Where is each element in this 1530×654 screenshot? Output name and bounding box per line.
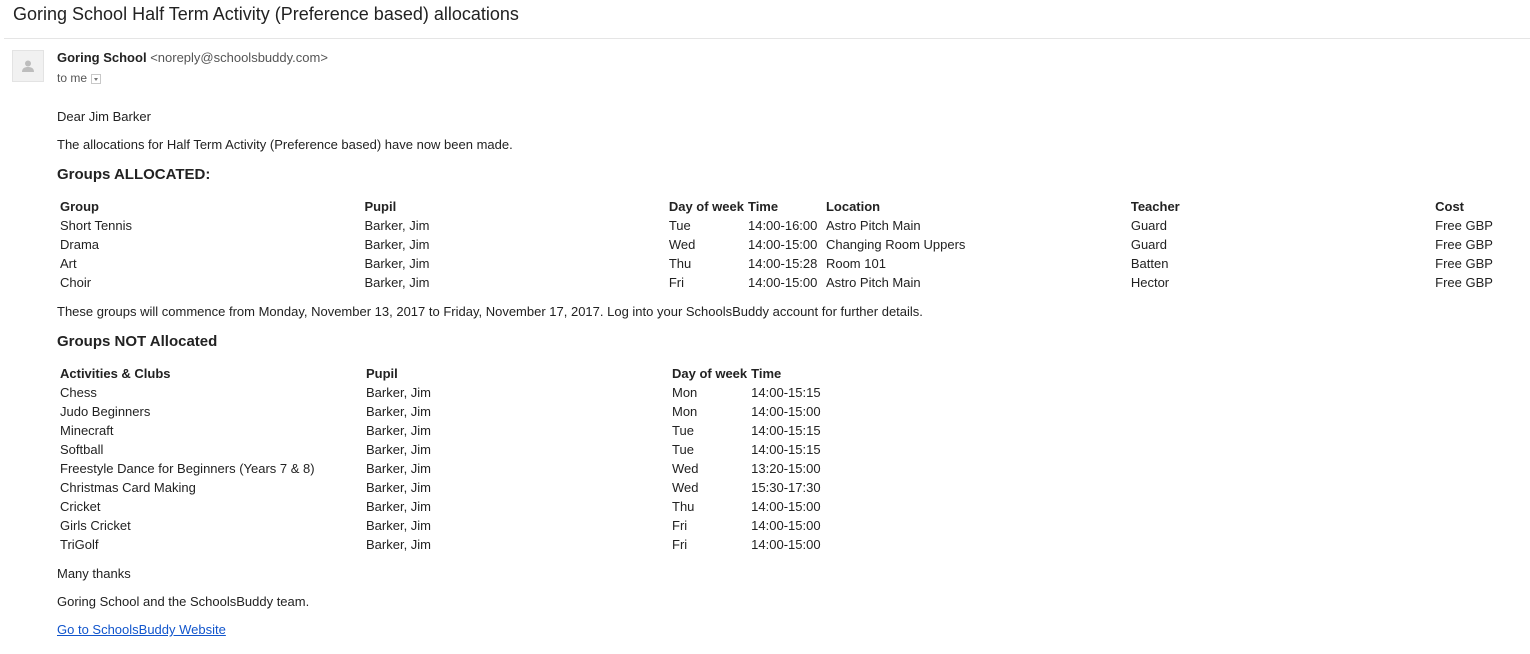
column-header-day: Day of week xyxy=(668,199,744,214)
teacher-cell: Batten xyxy=(1130,256,1169,271)
location-cell: Changing Room Uppers xyxy=(825,237,966,252)
teacher-cell: Guard xyxy=(1130,237,1167,252)
day-cell: Mon xyxy=(672,385,698,400)
pupil-cell: Barker, Jim xyxy=(364,275,430,290)
pupil-cell: Barker, Jim xyxy=(366,537,432,552)
table-row xyxy=(58,402,827,421)
day-cell: Thu xyxy=(672,499,695,514)
table-row xyxy=(58,497,827,516)
cost-cell: Free GBP xyxy=(1435,256,1493,271)
table-row xyxy=(58,254,1517,273)
group-cell: Choir xyxy=(60,275,92,290)
pupil-cell: Barker, Jim xyxy=(366,404,432,419)
greeting: Dear Jim Barker xyxy=(57,109,151,124)
commence-text: These groups will commence from Monday, November 13, 2017 to Friday, November 17, 2017. Log into your SchoolsBuddy account for further details. xyxy=(57,304,923,319)
pupil-cell: Barker, Jim xyxy=(364,237,430,252)
time-cell: 13:20-15:00 xyxy=(751,461,821,476)
column-header-day: Day of week xyxy=(672,366,748,381)
time-cell: 14:00-16:00 xyxy=(747,218,818,233)
cost-cell: Free GBP xyxy=(1435,218,1493,233)
column-header-activity: Activities & Clubs xyxy=(60,366,171,381)
allocated-table xyxy=(58,197,1517,292)
location-cell: Astro Pitch Main xyxy=(825,218,921,233)
location-cell: Room 101 xyxy=(825,256,886,271)
activity-cell: Freestyle Dance for Beginners (Years 7 & 8) xyxy=(60,461,315,476)
day-cell: Fri xyxy=(672,518,688,533)
time-cell: 14:00-15:00 xyxy=(747,275,818,290)
table-row xyxy=(58,516,827,535)
day-cell: Wed xyxy=(668,237,696,252)
activity-cell: Softball xyxy=(60,442,104,457)
not-allocated-header-row xyxy=(58,364,827,383)
activity-cell: Cricket xyxy=(60,499,101,514)
signoff-text: Goring School and the SchoolsBuddy team. xyxy=(57,594,310,609)
cost-cell: Free GBP xyxy=(1435,237,1493,252)
table-row xyxy=(58,235,1517,254)
time-cell: 14:00-15:15 xyxy=(751,423,821,438)
pupil-cell: Barker, Jim xyxy=(366,499,432,514)
table-row xyxy=(58,440,827,459)
pupil-cell: Barker, Jim xyxy=(366,480,432,495)
time-cell: 14:00-15:00 xyxy=(747,237,818,252)
pupil-cell: Barker, Jim xyxy=(364,256,430,271)
time-cell: 14:00-15:00 xyxy=(751,404,821,419)
day-cell: Mon xyxy=(672,404,698,419)
sender-line xyxy=(57,50,328,65)
activity-cell: Minecraft xyxy=(60,423,114,438)
pupil-cell: Barker, Jim xyxy=(366,385,432,400)
pupil-cell: Barker, Jim xyxy=(364,218,430,233)
day-cell: Fri xyxy=(672,537,688,552)
table-row xyxy=(58,535,827,554)
activity-cell: Judo Beginners xyxy=(60,404,151,419)
schoolsbuddy-website-link[interactable]: Go to SchoolsBuddy Website xyxy=(57,622,226,637)
email-body xyxy=(57,110,1517,637)
activity-cell: TriGolf xyxy=(60,537,99,552)
group-cell: Art xyxy=(60,256,77,271)
day-cell: Tue xyxy=(672,442,694,457)
table-row xyxy=(58,421,827,440)
allocated-heading: Groups ALLOCATED: xyxy=(57,166,211,183)
column-header-teacher: Teacher xyxy=(1130,199,1180,214)
time-cell: 14:00-15:28 xyxy=(747,256,818,271)
activity-cell: Chess xyxy=(60,385,97,400)
pupil-cell: Barker, Jim xyxy=(366,423,432,438)
table-row xyxy=(58,459,827,478)
show-details-dropdown-icon[interactable] xyxy=(91,74,101,84)
time-cell: 14:00-15:15 xyxy=(751,385,821,400)
header-divider xyxy=(4,38,1530,39)
table-row xyxy=(58,273,1517,292)
email-subject: Goring School Half Term Activity (Preference based) allocations xyxy=(13,4,519,24)
column-header-time: Time xyxy=(747,199,779,214)
pupil-cell: Barker, Jim xyxy=(366,518,432,533)
pupil-cell: Barker, Jim xyxy=(366,442,432,457)
thanks-text: Many thanks xyxy=(57,566,131,581)
day-cell: Thu xyxy=(668,256,692,271)
column-header-cost: Cost xyxy=(1435,199,1465,214)
time-cell: 15:30-17:30 xyxy=(751,480,821,495)
person-icon xyxy=(21,59,35,73)
day-cell: Fri xyxy=(668,275,684,290)
sender-avatar[interactable] xyxy=(12,50,44,82)
column-header-pupil: Pupil xyxy=(366,366,398,381)
sender-name[interactable]: Goring School xyxy=(57,50,147,65)
table-row xyxy=(58,383,827,402)
not-allocated-heading: Groups NOT Allocated xyxy=(57,333,218,350)
group-cell: Drama xyxy=(60,237,100,252)
teacher-cell: Guard xyxy=(1130,218,1167,233)
teacher-cell: Hector xyxy=(1130,275,1170,290)
recipient-line xyxy=(57,71,101,85)
time-cell: 14:00-15:00 xyxy=(751,499,821,514)
sender-email: <noreply@schoolsbuddy.com> xyxy=(150,50,328,65)
column-header-group: Group xyxy=(60,199,99,214)
pupil-cell: Barker, Jim xyxy=(366,461,432,476)
recipient-label: to me xyxy=(57,71,88,85)
activity-cell: Girls Cricket xyxy=(60,518,131,533)
day-cell: Wed xyxy=(672,480,699,495)
group-cell: Short Tennis xyxy=(60,218,133,233)
allocated-header-row xyxy=(58,197,1517,216)
table-row xyxy=(58,478,827,497)
day-cell: Tue xyxy=(668,218,691,233)
location-cell: Astro Pitch Main xyxy=(825,275,921,290)
column-header-location: Location xyxy=(825,199,881,214)
day-cell: Tue xyxy=(672,423,694,438)
table-row xyxy=(58,216,1517,235)
day-cell: Wed xyxy=(672,461,699,476)
not-allocated-table xyxy=(58,364,827,554)
activity-cell: Christmas Card Making xyxy=(60,480,196,495)
cost-cell: Free GBP xyxy=(1435,275,1493,290)
time-cell: 14:00-15:15 xyxy=(751,442,821,457)
time-cell: 14:00-15:00 xyxy=(751,537,821,552)
time-cell: 14:00-15:00 xyxy=(751,518,821,533)
column-header-pupil: Pupil xyxy=(364,199,397,214)
intro-text: The allocations for Half Term Activity (Preference based) have now been made. xyxy=(57,137,513,152)
column-header-time: Time xyxy=(751,366,782,381)
